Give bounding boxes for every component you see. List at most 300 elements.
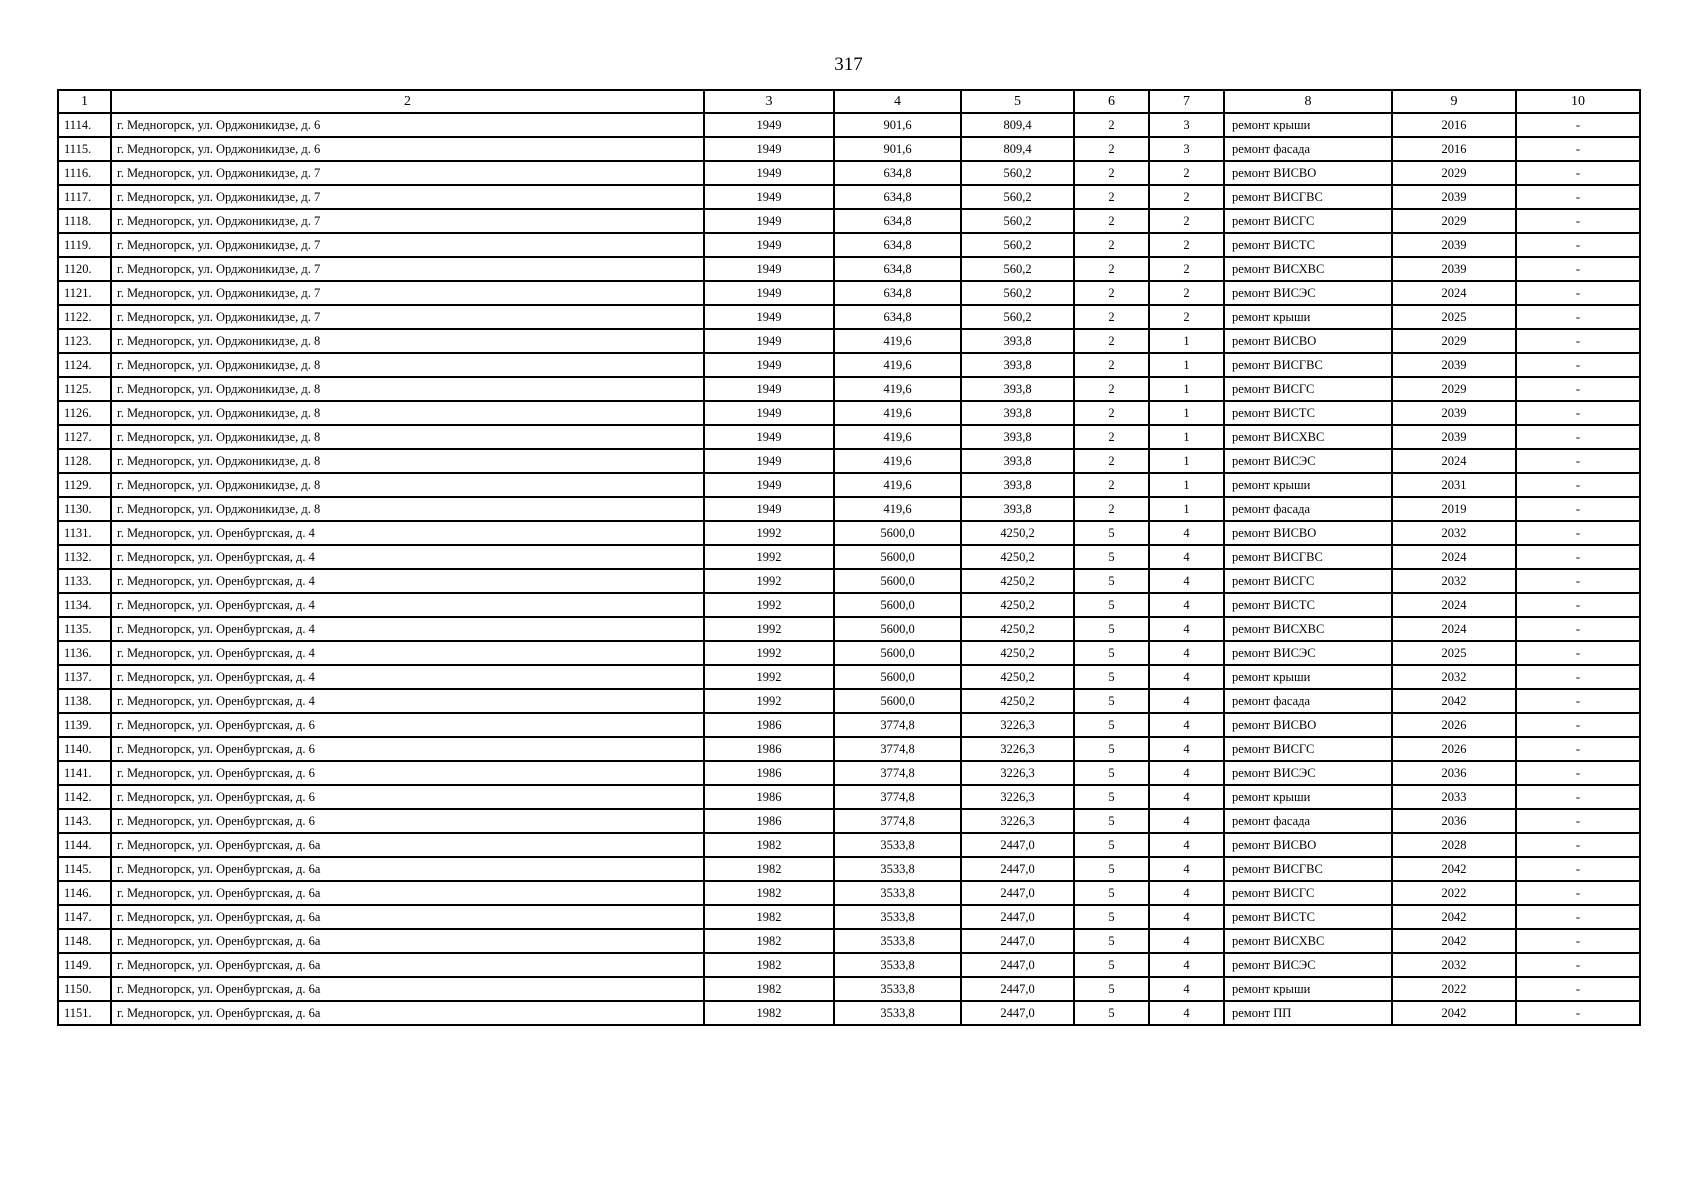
floors-cell: 5 (1074, 953, 1149, 977)
entrances-cell: 2 (1149, 161, 1224, 185)
floors-cell: 2 (1074, 113, 1149, 137)
year-cell: 1982 (704, 977, 834, 1001)
living-area-cell: 393,8 (961, 449, 1074, 473)
row-number-cell: 1143. (58, 809, 111, 833)
entrances-cell: 4 (1149, 713, 1224, 737)
note-cell: - (1516, 857, 1640, 881)
entrances-cell: 2 (1149, 233, 1224, 257)
table-row (58, 857, 1640, 881)
header-row (58, 90, 1640, 113)
planned-year-cell: 2026 (1392, 737, 1516, 761)
planned-year-cell: 2036 (1392, 761, 1516, 785)
note-cell: - (1516, 641, 1640, 665)
living-area-cell: 393,8 (961, 353, 1074, 377)
column-header: 2 (111, 90, 704, 113)
note-cell: - (1516, 521, 1640, 545)
entrances-cell: 4 (1149, 809, 1224, 833)
year-cell: 1992 (704, 521, 834, 545)
living-area-cell: 4250,2 (961, 569, 1074, 593)
row-number-cell: 1130. (58, 497, 111, 521)
floors-cell: 5 (1074, 665, 1149, 689)
planned-year-cell: 2022 (1392, 881, 1516, 905)
year-cell: 1949 (704, 377, 834, 401)
address-cell: г. Медногорск, ул. Оренбургская, д. 6а (111, 905, 704, 929)
table-row (58, 233, 1640, 257)
floors-cell: 2 (1074, 233, 1149, 257)
floors-cell: 5 (1074, 713, 1149, 737)
planned-year-cell: 2039 (1392, 401, 1516, 425)
table-row (58, 137, 1640, 161)
planned-year-cell: 2024 (1392, 449, 1516, 473)
work-type-cell: ремонт ПП (1224, 1001, 1392, 1025)
work-type-cell: ремонт ВИСВО (1224, 521, 1392, 545)
work-type-cell: ремонт ВИСВО (1224, 161, 1392, 185)
year-cell: 1949 (704, 425, 834, 449)
table-row (58, 209, 1640, 233)
address-cell: г. Медногорск, ул. Орджоникидзе, д. 7 (111, 257, 704, 281)
table-row (58, 641, 1640, 665)
note-cell: - (1516, 257, 1640, 281)
table-row (58, 905, 1640, 929)
total-area-cell: 419,6 (834, 401, 961, 425)
work-type-cell: ремонт фасада (1224, 689, 1392, 713)
entrances-cell: 4 (1149, 737, 1224, 761)
planned-year-cell: 2042 (1392, 857, 1516, 881)
row-number-cell: 1151. (58, 1001, 111, 1025)
floors-cell: 5 (1074, 857, 1149, 881)
total-area-cell: 5600,0 (834, 521, 961, 545)
work-type-cell: ремонт ВИСТС (1224, 233, 1392, 257)
row-number-cell: 1146. (58, 881, 111, 905)
entrances-cell: 4 (1149, 905, 1224, 929)
work-type-cell: ремонт ВИСВО (1224, 833, 1392, 857)
note-cell: - (1516, 473, 1640, 497)
column-header: 6 (1074, 90, 1149, 113)
living-area-cell: 2447,0 (961, 929, 1074, 953)
total-area-cell: 419,6 (834, 353, 961, 377)
planned-year-cell: 2033 (1392, 785, 1516, 809)
planned-year-cell: 2031 (1392, 473, 1516, 497)
table-row (58, 689, 1640, 713)
living-area-cell: 393,8 (961, 377, 1074, 401)
note-cell: - (1516, 233, 1640, 257)
table-row (58, 329, 1640, 353)
floors-cell: 5 (1074, 569, 1149, 593)
work-type-cell: ремонт ВИСВО (1224, 713, 1392, 737)
work-type-cell: ремонт крыши (1224, 305, 1392, 329)
planned-year-cell: 2032 (1392, 953, 1516, 977)
work-type-cell: ремонт ВИСГС (1224, 377, 1392, 401)
note-cell: - (1516, 497, 1640, 521)
address-cell: г. Медногорск, ул. Оренбургская, д. 4 (111, 521, 704, 545)
row-number-cell: 1144. (58, 833, 111, 857)
planned-year-cell: 2042 (1392, 905, 1516, 929)
floors-cell: 2 (1074, 257, 1149, 281)
planned-year-cell: 2016 (1392, 137, 1516, 161)
address-cell: г. Медногорск, ул. Оренбургская, д. 6а (111, 977, 704, 1001)
work-type-cell: ремонт ВИСГС (1224, 569, 1392, 593)
living-area-cell: 393,8 (961, 329, 1074, 353)
address-cell: г. Медногорск, ул. Орджоникидзе, д. 8 (111, 473, 704, 497)
living-area-cell: 560,2 (961, 305, 1074, 329)
living-area-cell: 809,4 (961, 137, 1074, 161)
column-header: 1 (58, 90, 111, 113)
planned-year-cell: 2039 (1392, 233, 1516, 257)
year-cell: 1986 (704, 713, 834, 737)
floors-cell: 2 (1074, 425, 1149, 449)
total-area-cell: 634,8 (834, 185, 961, 209)
row-number-cell: 1122. (58, 305, 111, 329)
year-cell: 1982 (704, 953, 834, 977)
total-area-cell: 3533,8 (834, 833, 961, 857)
floors-cell: 5 (1074, 641, 1149, 665)
living-area-cell: 560,2 (961, 185, 1074, 209)
living-area-cell: 4250,2 (961, 689, 1074, 713)
entrances-cell: 2 (1149, 281, 1224, 305)
work-type-cell: ремонт ВИСХВС (1224, 425, 1392, 449)
floors-cell: 5 (1074, 881, 1149, 905)
note-cell: - (1516, 329, 1640, 353)
address-cell: г. Медногорск, ул. Оренбургская, д. 4 (111, 545, 704, 569)
total-area-cell: 5600,0 (834, 665, 961, 689)
row-number-cell: 1129. (58, 473, 111, 497)
work-type-cell: ремонт ВИСЭС (1224, 449, 1392, 473)
row-number-cell: 1134. (58, 593, 111, 617)
table-row (58, 881, 1640, 905)
note-cell: - (1516, 833, 1640, 857)
row-number-cell: 1116. (58, 161, 111, 185)
living-area-cell: 3226,3 (961, 785, 1074, 809)
entrances-cell: 4 (1149, 953, 1224, 977)
row-number-cell: 1142. (58, 785, 111, 809)
table-row (58, 161, 1640, 185)
planned-year-cell: 2032 (1392, 521, 1516, 545)
total-area-cell: 5600,0 (834, 545, 961, 569)
planned-year-cell: 2029 (1392, 161, 1516, 185)
floors-cell: 5 (1074, 929, 1149, 953)
row-number-cell: 1115. (58, 137, 111, 161)
work-type-cell: ремонт ВИСХВС (1224, 929, 1392, 953)
living-area-cell: 393,8 (961, 401, 1074, 425)
total-area-cell: 3533,8 (834, 905, 961, 929)
floors-cell: 5 (1074, 977, 1149, 1001)
table-row (58, 281, 1640, 305)
column-header: 4 (834, 90, 961, 113)
floors-cell: 2 (1074, 209, 1149, 233)
planned-year-cell: 2039 (1392, 185, 1516, 209)
year-cell: 1949 (704, 185, 834, 209)
row-number-cell: 1114. (58, 113, 111, 137)
row-number-cell: 1147. (58, 905, 111, 929)
table-row (58, 713, 1640, 737)
work-type-cell: ремонт ВИСГС (1224, 737, 1392, 761)
total-area-cell: 3774,8 (834, 761, 961, 785)
planned-year-cell: 2036 (1392, 809, 1516, 833)
floors-cell: 5 (1074, 1001, 1149, 1025)
entrances-cell: 1 (1149, 425, 1224, 449)
floors-cell: 5 (1074, 521, 1149, 545)
note-cell: - (1516, 449, 1640, 473)
address-cell: г. Медногорск, ул. Орджоникидзе, д. 7 (111, 161, 704, 185)
total-area-cell: 3774,8 (834, 737, 961, 761)
living-area-cell: 4250,2 (961, 521, 1074, 545)
table-row (58, 425, 1640, 449)
planned-year-cell: 2032 (1392, 569, 1516, 593)
living-area-cell: 2447,0 (961, 833, 1074, 857)
note-cell: - (1516, 161, 1640, 185)
planned-year-cell: 2019 (1392, 497, 1516, 521)
entrances-cell: 4 (1149, 641, 1224, 665)
row-number-cell: 1117. (58, 185, 111, 209)
address-cell: г. Медногорск, ул. Орджоникидзе, д. 6 (111, 113, 704, 137)
table-row (58, 1001, 1640, 1025)
table-row (58, 617, 1640, 641)
total-area-cell: 3774,8 (834, 809, 961, 833)
year-cell: 1949 (704, 137, 834, 161)
entrances-cell: 4 (1149, 617, 1224, 641)
note-cell: - (1516, 113, 1640, 137)
row-number-cell: 1148. (58, 929, 111, 953)
work-type-cell: ремонт фасада (1224, 497, 1392, 521)
entrances-cell: 4 (1149, 665, 1224, 689)
living-area-cell: 3226,3 (961, 761, 1074, 785)
total-area-cell: 5600,0 (834, 689, 961, 713)
year-cell: 1949 (704, 473, 834, 497)
year-cell: 1949 (704, 497, 834, 521)
note-cell: - (1516, 929, 1640, 953)
note-cell: - (1516, 401, 1640, 425)
note-cell: - (1516, 425, 1640, 449)
total-area-cell: 419,6 (834, 473, 961, 497)
row-number-cell: 1119. (58, 233, 111, 257)
planned-year-cell: 2029 (1392, 329, 1516, 353)
note-cell: - (1516, 737, 1640, 761)
year-cell: 1982 (704, 881, 834, 905)
table-row (58, 545, 1640, 569)
year-cell: 1949 (704, 401, 834, 425)
entrances-cell: 1 (1149, 329, 1224, 353)
planned-year-cell: 2042 (1392, 1001, 1516, 1025)
living-area-cell: 393,8 (961, 473, 1074, 497)
address-cell: г. Медногорск, ул. Оренбургская, д. 6 (111, 713, 704, 737)
row-number-cell: 1141. (58, 761, 111, 785)
year-cell: 1992 (704, 641, 834, 665)
table-row (58, 569, 1640, 593)
floors-cell: 5 (1074, 761, 1149, 785)
year-cell: 1949 (704, 305, 834, 329)
floors-cell: 5 (1074, 833, 1149, 857)
year-cell: 1949 (704, 353, 834, 377)
table-row (58, 497, 1640, 521)
planned-year-cell: 2028 (1392, 833, 1516, 857)
total-area-cell: 5600,0 (834, 641, 961, 665)
row-number-cell: 1138. (58, 689, 111, 713)
table-row (58, 305, 1640, 329)
work-type-cell: ремонт фасада (1224, 809, 1392, 833)
year-cell: 1986 (704, 809, 834, 833)
row-number-cell: 1127. (58, 425, 111, 449)
total-area-cell: 5600,0 (834, 617, 961, 641)
floors-cell: 5 (1074, 617, 1149, 641)
planned-year-cell: 2016 (1392, 113, 1516, 137)
address-cell: г. Медногорск, ул. Орджоникидзе, д. 8 (111, 353, 704, 377)
entrances-cell: 1 (1149, 449, 1224, 473)
living-area-cell: 2447,0 (961, 881, 1074, 905)
total-area-cell: 3533,8 (834, 1001, 961, 1025)
planned-year-cell: 2026 (1392, 713, 1516, 737)
floors-cell: 2 (1074, 161, 1149, 185)
table-row (58, 929, 1640, 953)
total-area-cell: 634,8 (834, 257, 961, 281)
table-row (58, 977, 1640, 1001)
living-area-cell: 3226,3 (961, 713, 1074, 737)
year-cell: 1949 (704, 329, 834, 353)
note-cell: - (1516, 593, 1640, 617)
note-cell: - (1516, 881, 1640, 905)
address-cell: г. Медногорск, ул. Орджоникидзе, д. 7 (111, 209, 704, 233)
year-cell: 1949 (704, 257, 834, 281)
work-type-cell: ремонт ВИСЭС (1224, 641, 1392, 665)
planned-year-cell: 2024 (1392, 545, 1516, 569)
year-cell: 1949 (704, 449, 834, 473)
year-cell: 1992 (704, 617, 834, 641)
column-header: 5 (961, 90, 1074, 113)
work-type-cell: ремонт ВИСХВС (1224, 257, 1392, 281)
address-cell: г. Медногорск, ул. Оренбургская, д. 4 (111, 593, 704, 617)
column-header: 8 (1224, 90, 1392, 113)
note-cell: - (1516, 665, 1640, 689)
work-type-cell: ремонт крыши (1224, 977, 1392, 1001)
entrances-cell: 4 (1149, 977, 1224, 1001)
work-type-cell: ремонт ВИСГС (1224, 881, 1392, 905)
work-type-cell: ремонт ВИСХВС (1224, 617, 1392, 641)
total-area-cell: 3533,8 (834, 929, 961, 953)
column-header: 7 (1149, 90, 1224, 113)
note-cell: - (1516, 305, 1640, 329)
planned-year-cell: 2042 (1392, 929, 1516, 953)
floors-cell: 5 (1074, 737, 1149, 761)
address-cell: г. Медногорск, ул. Орджоникидзе, д. 8 (111, 425, 704, 449)
floors-cell: 5 (1074, 593, 1149, 617)
row-number-cell: 1118. (58, 209, 111, 233)
planned-year-cell: 2032 (1392, 665, 1516, 689)
table-body (58, 113, 1640, 1025)
total-area-cell: 419,6 (834, 449, 961, 473)
entrances-cell: 1 (1149, 497, 1224, 521)
total-area-cell: 901,6 (834, 113, 961, 137)
row-number-cell: 1125. (58, 377, 111, 401)
living-area-cell: 560,2 (961, 209, 1074, 233)
planned-year-cell: 2024 (1392, 593, 1516, 617)
floors-cell: 2 (1074, 185, 1149, 209)
table-row (58, 833, 1640, 857)
total-area-cell: 901,6 (834, 137, 961, 161)
table-row (58, 953, 1640, 977)
note-cell: - (1516, 953, 1640, 977)
note-cell: - (1516, 617, 1640, 641)
living-area-cell: 4250,2 (961, 665, 1074, 689)
entrances-cell: 3 (1149, 113, 1224, 137)
row-number-cell: 1135. (58, 617, 111, 641)
address-cell: г. Медногорск, ул. Оренбургская, д. 6а (111, 929, 704, 953)
living-area-cell: 393,8 (961, 497, 1074, 521)
floors-cell: 2 (1074, 401, 1149, 425)
living-area-cell: 3226,3 (961, 809, 1074, 833)
living-area-cell: 2447,0 (961, 977, 1074, 1001)
total-area-cell: 5600,0 (834, 569, 961, 593)
work-type-cell: ремонт ВИСЭС (1224, 281, 1392, 305)
entrances-cell: 4 (1149, 569, 1224, 593)
address-cell: г. Медногорск, ул. Орджоникидзе, д. 8 (111, 449, 704, 473)
year-cell: 1982 (704, 857, 834, 881)
year-cell: 1992 (704, 545, 834, 569)
address-cell: г. Медногорск, ул. Оренбургская, д. 4 (111, 617, 704, 641)
entrances-cell: 4 (1149, 1001, 1224, 1025)
table-row (58, 185, 1640, 209)
address-cell: г. Медногорск, ул. Оренбургская, д. 6а (111, 881, 704, 905)
entrances-cell: 2 (1149, 305, 1224, 329)
entrances-cell: 2 (1149, 257, 1224, 281)
work-type-cell: ремонт ВИСТС (1224, 593, 1392, 617)
work-type-cell: ремонт ВИСГВС (1224, 857, 1392, 881)
note-cell: - (1516, 1001, 1640, 1025)
entrances-cell: 1 (1149, 473, 1224, 497)
address-cell: г. Медногорск, ул. Оренбургская, д. 6 (111, 761, 704, 785)
total-area-cell: 634,8 (834, 161, 961, 185)
row-number-cell: 1131. (58, 521, 111, 545)
floors-cell: 5 (1074, 809, 1149, 833)
address-cell: г. Медногорск, ул. Оренбургская, д. 4 (111, 665, 704, 689)
table-row (58, 809, 1640, 833)
note-cell: - (1516, 785, 1640, 809)
address-cell: г. Медногорск, ул. Оренбургская, д. 6а (111, 833, 704, 857)
table-row (58, 401, 1640, 425)
planned-year-cell: 2039 (1392, 353, 1516, 377)
table-row (58, 785, 1640, 809)
entrances-cell: 4 (1149, 857, 1224, 881)
page-number: 317 (834, 54, 863, 75)
work-type-cell: ремонт ВИСТС (1224, 401, 1392, 425)
row-number-cell: 1149. (58, 953, 111, 977)
note-cell: - (1516, 761, 1640, 785)
planned-year-cell: 2042 (1392, 689, 1516, 713)
work-type-cell: ремонт ВИСЭС (1224, 953, 1392, 977)
planned-year-cell: 2024 (1392, 281, 1516, 305)
floors-cell: 2 (1074, 449, 1149, 473)
address-cell: г. Медногорск, ул. Орджоникидзе, д. 7 (111, 185, 704, 209)
work-type-cell: ремонт крыши (1224, 113, 1392, 137)
entrances-cell: 4 (1149, 761, 1224, 785)
table-row (58, 353, 1640, 377)
work-type-cell: ремонт ВИСВО (1224, 329, 1392, 353)
living-area-cell: 2447,0 (961, 905, 1074, 929)
entrances-cell: 4 (1149, 593, 1224, 617)
column-header: 3 (704, 90, 834, 113)
address-cell: г. Медногорск, ул. Оренбургская, д. 6а (111, 1001, 704, 1025)
table-row (58, 665, 1640, 689)
work-type-cell: ремонт ВИСТС (1224, 905, 1392, 929)
planned-year-cell: 2025 (1392, 305, 1516, 329)
row-number-cell: 1120. (58, 257, 111, 281)
floors-cell: 2 (1074, 137, 1149, 161)
table-row (58, 473, 1640, 497)
work-type-cell: ремонт ВИСГС (1224, 209, 1392, 233)
note-cell: - (1516, 137, 1640, 161)
row-number-cell: 1136. (58, 641, 111, 665)
work-type-cell: ремонт ВИСГВС (1224, 545, 1392, 569)
address-cell: г. Медногорск, ул. Орджоникидзе, д. 6 (111, 137, 704, 161)
living-area-cell: 560,2 (961, 233, 1074, 257)
